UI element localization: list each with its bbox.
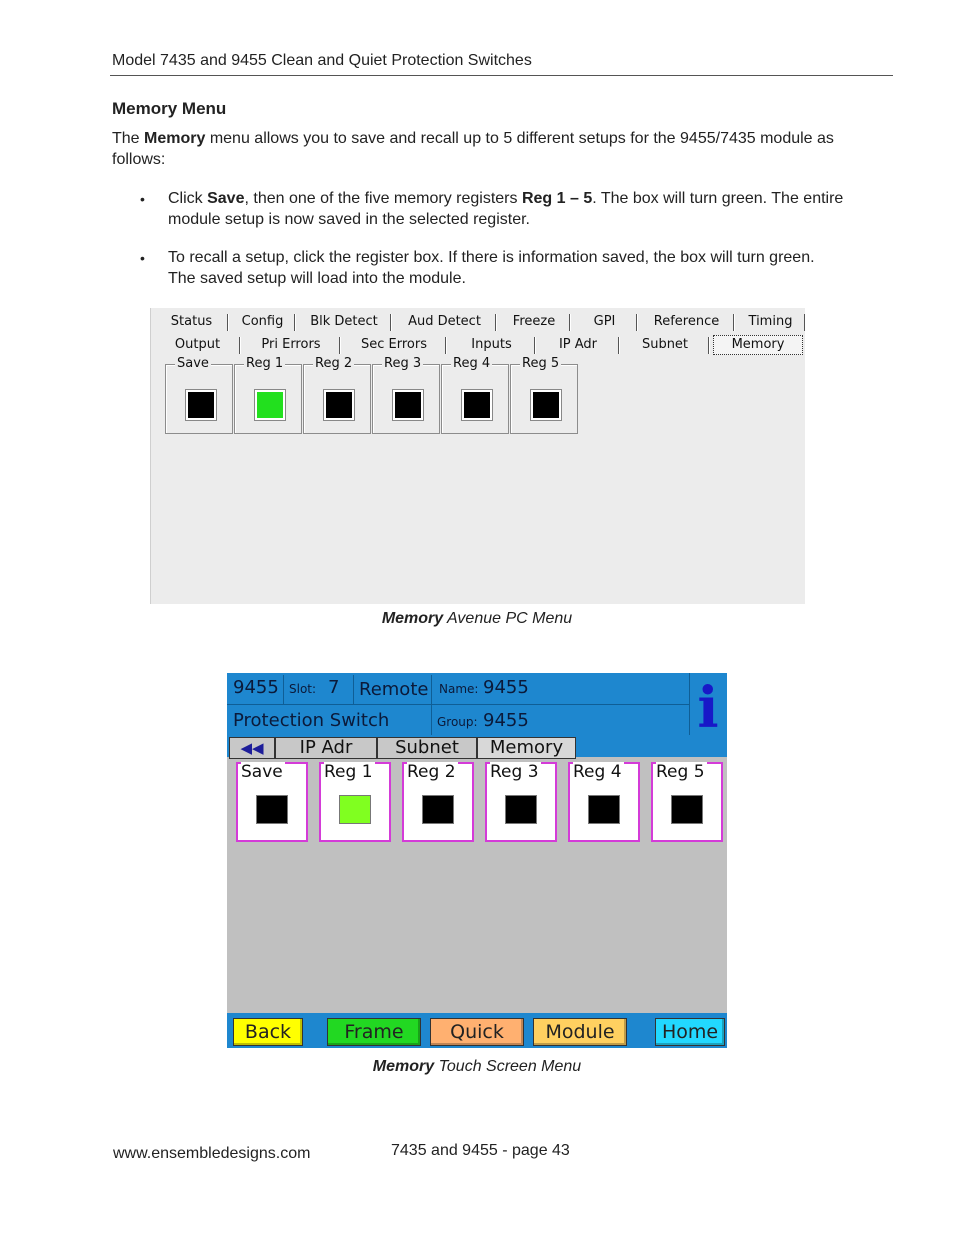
pc-save-label: Save	[177, 356, 209, 371]
pc-reg1-box[interactable]	[234, 356, 302, 434]
bullet1-bold-reg: Reg 1 – 5	[521, 190, 593, 207]
pc-tab-gpi[interactable]: GPI	[572, 313, 637, 331]
intro-text: The	[112, 130, 145, 147]
touch-reg1-indicator[interactable]	[339, 795, 371, 824]
pc-reg3-box[interactable]	[372, 356, 440, 434]
pc-reg1-indicator[interactable]	[255, 390, 285, 420]
pc-tab-blk-detect[interactable]: Blk Detect	[297, 313, 391, 331]
touch-reg3-label: Reg 3	[490, 762, 539, 782]
running-header: Model 7435 and 9455 Clean and Quiet Protection Switches	[112, 52, 532, 69]
touch-divider	[227, 704, 689, 705]
touch-reg4-card[interactable]	[568, 762, 640, 842]
pc-menu-caption	[150, 610, 804, 628]
pc-save-indicator[interactable]	[186, 390, 216, 420]
pc-tab-config[interactable]: Config	[230, 313, 295, 331]
touch-name-value: 9455	[483, 677, 529, 698]
pc-tab-output[interactable]: Output	[155, 336, 240, 354]
intro-bold: Memory	[144, 130, 206, 147]
pc-tab-status[interactable]: Status	[155, 313, 228, 331]
section-heading: Memory Menu	[112, 99, 227, 118]
bullet2-text: To recall a setup, click the register box. If there is information saved, the box will turn green.	[168, 249, 815, 266]
pc-caption-text: Avenue PC Menu	[443, 610, 573, 627]
home-button[interactable]: Home	[655, 1018, 725, 1046]
pc-tab-aud-detect[interactable]: Aud Detect	[393, 313, 496, 331]
bullet-marker-1: •	[140, 191, 145, 207]
touch-slot-label: Slot:	[289, 682, 317, 696]
bullet1-bold-save: Save	[207, 190, 245, 207]
touch-divider	[283, 675, 284, 704]
pc-tab-ip-adr[interactable]: IP Adr	[537, 336, 619, 354]
touch-save-label: Save	[241, 762, 283, 782]
pc-reg3-indicator[interactable]	[393, 390, 423, 420]
pc-tab-timing[interactable]: Timing	[736, 313, 805, 331]
pc-tab-reference[interactable]: Reference	[639, 313, 734, 331]
pc-caption-bold: Memory	[381, 610, 444, 627]
touch-save-indicator[interactable]	[256, 795, 288, 824]
touch-mode: Remote	[359, 679, 429, 700]
frame-button[interactable]: Frame	[327, 1018, 421, 1046]
pc-tab-inputs[interactable]: Inputs	[448, 336, 535, 354]
touch-reg3-indicator[interactable]	[505, 795, 537, 824]
pc-reg1-label: Reg 1	[246, 356, 284, 371]
bullet2-text-2: The saved setup will load into the module.	[168, 269, 466, 287]
pc-reg4-label: Reg 4	[453, 356, 491, 371]
pc-reg3-label: Reg 3	[384, 356, 422, 371]
pc-tab-sec-errors[interactable]: Sec Errors	[342, 336, 446, 354]
bullet1-text: Click	[168, 190, 208, 207]
touch-model: 9455	[233, 677, 279, 698]
bullet-item-2	[168, 248, 888, 289]
touch-tab-memory[interactable]: Memory	[477, 737, 576, 759]
touch-reg5-indicator[interactable]	[671, 795, 703, 824]
touch-menu-caption	[227, 1058, 727, 1076]
pc-reg5-indicator[interactable]	[531, 390, 561, 420]
pc-reg5-label: Reg 5	[522, 356, 560, 371]
module-button[interactable]: Module	[533, 1018, 627, 1046]
touch-reg1-card[interactable]	[319, 762, 391, 842]
footer-page-number: 7435 and 9455 - page 43	[391, 1142, 570, 1159]
pc-reg2-label: Reg 2	[315, 356, 353, 371]
touch-reg2-label: Reg 2	[407, 762, 456, 782]
touch-reg4-indicator[interactable]	[588, 795, 620, 824]
touch-reg5-label: Reg 5	[656, 762, 705, 782]
touch-divider	[431, 675, 432, 735]
touch-tab-subnet[interactable]: Subnet	[377, 737, 477, 759]
footer-website: www.ensembledesigns.com	[113, 1145, 311, 1162]
touch-reg3-card[interactable]	[485, 762, 557, 842]
pc-reg5-box[interactable]	[510, 356, 578, 434]
touch-reg5-card[interactable]	[651, 762, 723, 842]
touch-group-value: 9455	[483, 710, 529, 731]
bullet-item-1	[168, 189, 888, 230]
touch-memory-menu	[227, 673, 727, 1048]
touch-caption-text: Touch Screen Menu	[434, 1058, 582, 1075]
pc-reg2-box[interactable]	[303, 356, 371, 434]
touch-reg2-indicator[interactable]	[422, 795, 454, 824]
bullet1-text-2: , then one of the five memory registers	[244, 190, 522, 207]
pc-save-box[interactable]	[165, 356, 233, 434]
pc-reg4-box[interactable]	[441, 356, 509, 434]
touch-divider	[689, 673, 690, 735]
pc-tab-pri-errors[interactable]: Pri Errors	[242, 336, 340, 354]
pc-reg2-indicator[interactable]	[324, 390, 354, 420]
back-button[interactable]: Back	[233, 1018, 303, 1046]
touch-name-label: Name:	[439, 682, 479, 696]
touch-nav-back-arrows[interactable]: ◀◀	[229, 737, 275, 759]
pc-reg4-indicator[interactable]	[462, 390, 492, 420]
intro-paragraph	[112, 129, 872, 170]
touch-reg1-label: Reg 1	[324, 762, 373, 782]
bullet1-text-3: . The box will turn green. The entire	[592, 190, 844, 207]
header-rule	[110, 75, 893, 76]
bullet-marker-2: •	[140, 250, 145, 266]
intro-text-2: menu allows you to save and recall up to 5 different setups for the 9455/7435 module as	[205, 130, 834, 147]
pc-tab-freeze[interactable]: Freeze	[498, 313, 570, 331]
pc-tab-subnet[interactable]: Subnet	[621, 336, 709, 354]
touch-reg2-card[interactable]	[402, 762, 474, 842]
touch-slot-value: 7	[328, 677, 340, 698]
touch-bottom-bar	[227, 1013, 727, 1048]
intro-text-3: follows:	[112, 150, 166, 168]
touch-reg4-label: Reg 4	[573, 762, 622, 782]
touch-divider	[353, 675, 354, 704]
quick-button[interactable]: Quick	[430, 1018, 524, 1046]
info-icon[interactable]: i	[697, 675, 719, 741]
touch-save-card[interactable]	[236, 762, 308, 842]
bullet1-text-4: module setup is now saved in the selected register.	[168, 210, 530, 228]
touch-product: Protection Switch	[233, 710, 390, 731]
touch-group-label: Group:	[437, 715, 478, 729]
pc-memory-menu	[150, 308, 805, 604]
touch-caption-bold: Memory	[372, 1058, 435, 1075]
touch-status-bar	[227, 673, 727, 757]
pc-tab-memory[interactable]: Memory	[713, 335, 803, 355]
touch-tab-ip-adr[interactable]: IP Adr	[275, 737, 377, 759]
